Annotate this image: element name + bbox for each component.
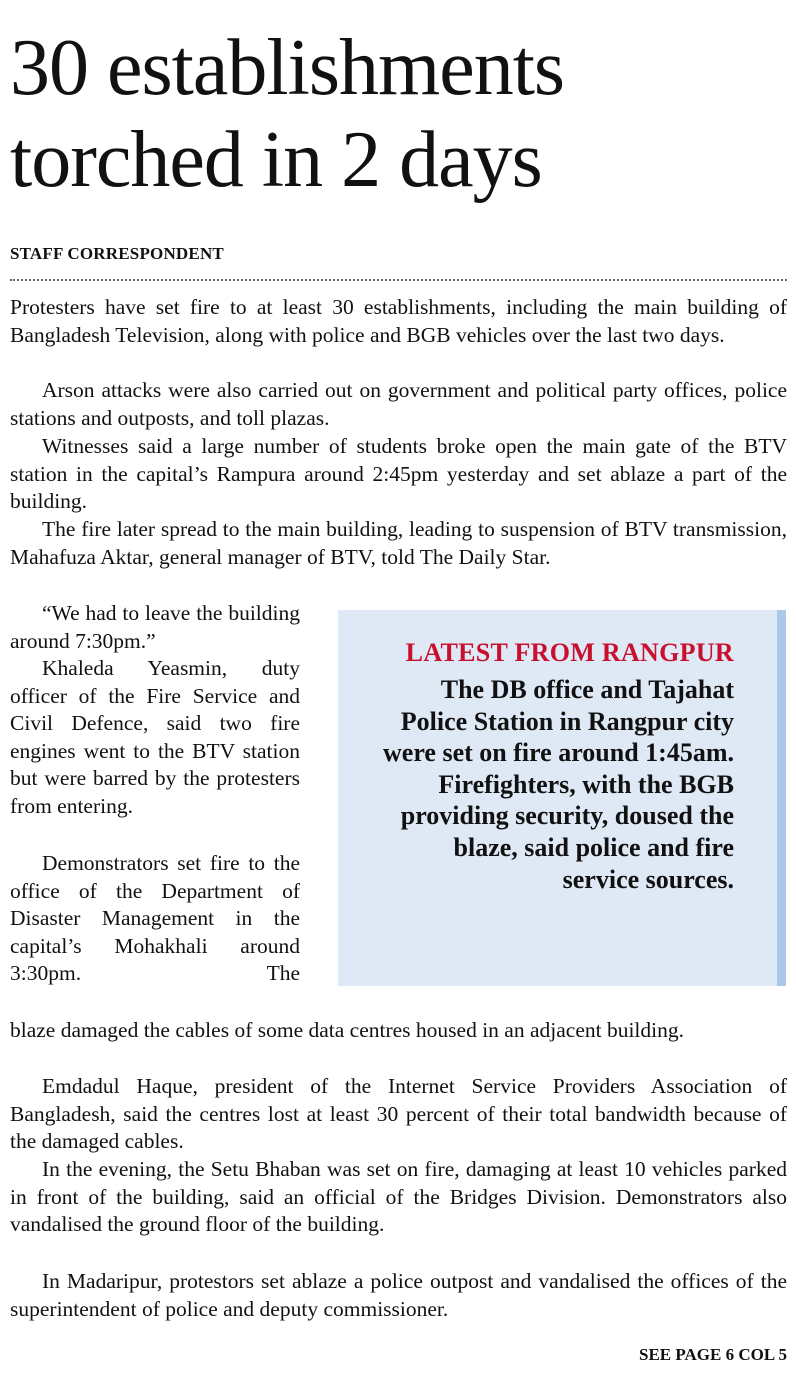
paragraph-8: Emdadul Haque, president of the Internet Service Providers Association of Bangladesh, said the centres lost at least 30 percent of their total bandwidth because of the damaged cables. bbox=[10, 1074, 787, 1153]
jump-line: SEE PAGE 6 COL 5 bbox=[639, 1345, 787, 1364]
sidebar-body: The DB office and Tajahat Police Station in Rangpur city were set on fire around 1:45am. Firefighters, with the BGB providing security, doused the blaze, said police and fire service sources. bbox=[383, 675, 734, 894]
paragraph-4: The fire later spread to the main building, leading to suspension of BTV transmission, Mahafuza Aktar, general manager of BTV, told The Daily Star. bbox=[10, 517, 787, 569]
paragraph-9: In the evening, the Setu Bhaban was set on fire, damaging at least 10 vehicles parked in front of the building, said an official of the Bridges Division. Demonstrators also vandalised the ground floor of the building. bbox=[10, 1157, 787, 1236]
dotted-divider bbox=[10, 279, 787, 281]
sidebar-title: LATEST FROM RANGPUR bbox=[405, 638, 734, 667]
headline-line-2: torched in 2 days bbox=[10, 116, 542, 204]
paragraph-6: Khaleda Yeasmin, duty officer of the Fire Service and Civil Defence, said two fire engines went to the BTV station but were barred by the protesters from entering. bbox=[10, 656, 300, 818]
paragraph-2: Arson attacks were also carried out on government and political party offices, police stations and outposts, and toll plazas. bbox=[10, 378, 787, 430]
paragraph-7-end: blaze damaged the cables of some data centres housed in an adjacent building. bbox=[10, 1018, 685, 1042]
byline: STAFF CORRESPONDENT bbox=[10, 244, 224, 263]
paragraph-5: “We had to leave the building around 7:30pm.” bbox=[10, 601, 300, 653]
paragraph-1: Protesters have set fire to at least 30 establishments, including the main building of Bangladesh Television, along with police and BGB vehicles over the last two days. bbox=[10, 295, 787, 347]
headline bbox=[10, 22, 790, 206]
headline-line-1: 30 establishments bbox=[10, 24, 565, 112]
paragraph-3: Witnesses said a large number of students broke open the main gate of the BTV station in the capital’s Rampura around 2:45pm yesterday and set ablaze a part of the building. bbox=[10, 434, 787, 513]
paragraph-10: In Madaripur, protestors set ablaze a police outpost and vandalised the offices of the superintendent of police and deputy commissioner. bbox=[10, 1269, 787, 1321]
sidebar-box bbox=[338, 610, 786, 986]
paragraph-7-start: Demonstrators set fire to the office of the Department of Disaster Management in the capital’s Mohakhali around 3:30pm. The bbox=[10, 851, 300, 985]
sidebar-stripe bbox=[777, 610, 786, 986]
